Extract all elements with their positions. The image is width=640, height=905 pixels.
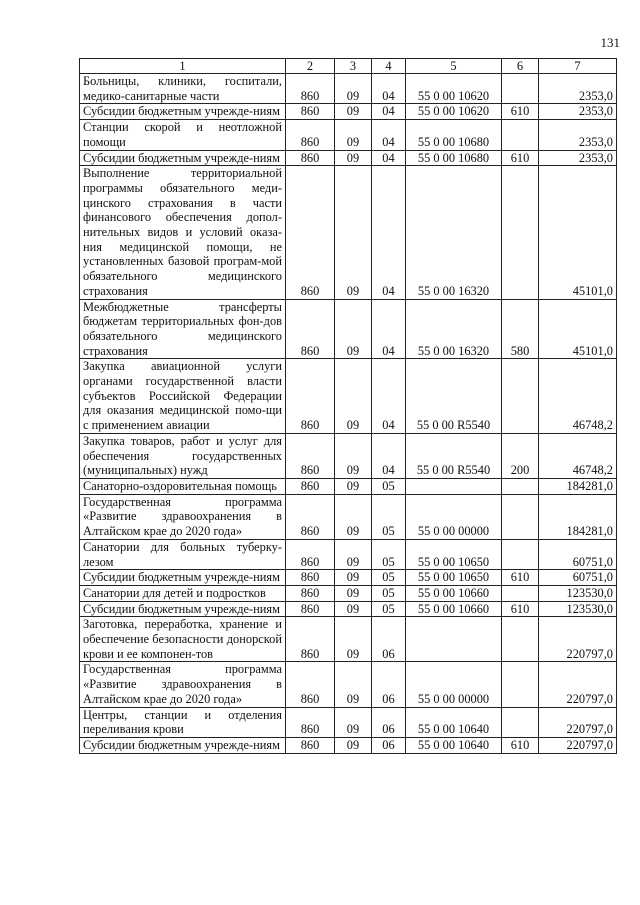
subsection-code: 04 bbox=[372, 299, 406, 359]
expense-type-code bbox=[502, 539, 539, 569]
row-name: Заготовка, переработка, хранение и обеспечение безопасности донорской крови и ее компонен-тов bbox=[80, 617, 286, 662]
section-code: 09 bbox=[335, 150, 372, 166]
expense-type-code: 610 bbox=[502, 104, 539, 120]
expense-type-code bbox=[502, 585, 539, 601]
amount: 46748,2 bbox=[539, 433, 617, 478]
target-article-code: 55 0 00 10620 bbox=[406, 104, 502, 120]
column-header: 1 bbox=[80, 59, 286, 74]
row-name: Субсидии бюджетным учрежде-ниям bbox=[80, 150, 286, 166]
table-row bbox=[80, 120, 617, 150]
subsection-code: 05 bbox=[372, 478, 406, 494]
target-article-code: 55 0 00 10680 bbox=[406, 150, 502, 166]
table-row bbox=[80, 662, 617, 707]
ministry-code: 860 bbox=[286, 617, 335, 662]
amount: 123530,0 bbox=[539, 585, 617, 601]
expense-type-code: 610 bbox=[502, 570, 539, 586]
column-header: 6 bbox=[502, 59, 539, 74]
row-name: Санатории для больных туберку-лезом bbox=[80, 539, 286, 569]
ministry-code: 860 bbox=[286, 166, 335, 299]
amount: 2353,0 bbox=[539, 74, 617, 104]
subsection-code: 06 bbox=[372, 737, 406, 753]
section-code: 09 bbox=[335, 166, 372, 299]
target-article-code: 55 0 00 10680 bbox=[406, 120, 502, 150]
target-article-code: 55 0 00 10660 bbox=[406, 601, 502, 617]
row-name: Станции скорой и неотложной помощи bbox=[80, 120, 286, 150]
table-row bbox=[80, 617, 617, 662]
amount: 220797,0 bbox=[539, 707, 617, 737]
row-name: Центры, станции и отделения переливания крови bbox=[80, 707, 286, 737]
row-name: Субсидии бюджетным учрежде-ниям bbox=[80, 601, 286, 617]
amount: 220797,0 bbox=[539, 737, 617, 753]
expense-type-code bbox=[502, 494, 539, 539]
target-article-code: 55 0 00 R5540 bbox=[406, 359, 502, 434]
target-article-code: 55 0 00 10620 bbox=[406, 74, 502, 104]
target-article-code bbox=[406, 478, 502, 494]
target-article-code: 55 0 00 10650 bbox=[406, 539, 502, 569]
table-header-row bbox=[80, 59, 617, 74]
target-article-code: 55 0 00 00000 bbox=[406, 494, 502, 539]
table-row bbox=[80, 433, 617, 478]
expense-type-code bbox=[502, 359, 539, 434]
subsection-code: 05 bbox=[372, 539, 406, 569]
table-row bbox=[80, 539, 617, 569]
section-code: 09 bbox=[335, 737, 372, 753]
subsection-code: 06 bbox=[372, 662, 406, 707]
section-code: 09 bbox=[335, 433, 372, 478]
amount: 45101,0 bbox=[539, 299, 617, 359]
section-code: 09 bbox=[335, 662, 372, 707]
subsection-code: 04 bbox=[372, 104, 406, 120]
table-row bbox=[80, 570, 617, 586]
section-code: 09 bbox=[335, 120, 372, 150]
row-name: Санаторно-оздоровительная помощь bbox=[80, 478, 286, 494]
ministry-code: 860 bbox=[286, 359, 335, 434]
table-row bbox=[80, 299, 617, 359]
page-number: 131 bbox=[600, 35, 620, 50]
subsection-code: 05 bbox=[372, 601, 406, 617]
section-code: 09 bbox=[335, 617, 372, 662]
amount: 2353,0 bbox=[539, 104, 617, 120]
target-article-code bbox=[406, 617, 502, 662]
amount: 60751,0 bbox=[539, 570, 617, 586]
column-header: 3 bbox=[335, 59, 372, 74]
row-name: Выполнение территориальной программы обязательного меди-цинского страхования в части финансового обеспечения допол-нительных видов и условий оказа-ния медицинской помощи, не установленных базовой програм-мой обязательного медицинского страхования bbox=[80, 166, 286, 299]
table-row bbox=[80, 150, 617, 166]
expense-type-code: 610 bbox=[502, 737, 539, 753]
subsection-code: 05 bbox=[372, 570, 406, 586]
amount: 220797,0 bbox=[539, 617, 617, 662]
amount: 220797,0 bbox=[539, 662, 617, 707]
expense-type-code bbox=[502, 662, 539, 707]
row-name: Государственная программа «Развитие здравоохранения в Алтайском крае до 2020 года» bbox=[80, 662, 286, 707]
row-name: Больницы, клиники, госпитали, медико-санитарные части bbox=[80, 74, 286, 104]
section-code: 09 bbox=[335, 601, 372, 617]
amount: 46748,2 bbox=[539, 359, 617, 434]
table-row bbox=[80, 74, 617, 104]
row-name: Закупка авиационной услуги органами государственной власти субъектов Российской Федерации для оказания медицинской помо-щи с применением авиации bbox=[80, 359, 286, 434]
row-name: Санатории для детей и подростков bbox=[80, 585, 286, 601]
amount: 45101,0 bbox=[539, 166, 617, 299]
table-row bbox=[80, 601, 617, 617]
row-name: Субсидии бюджетным учрежде-ниям bbox=[80, 570, 286, 586]
amount: 2353,0 bbox=[539, 120, 617, 150]
ministry-code: 860 bbox=[286, 601, 335, 617]
target-article-code: 55 0 00 10650 bbox=[406, 570, 502, 586]
expense-type-code bbox=[502, 166, 539, 299]
section-code: 09 bbox=[335, 585, 372, 601]
amount: 2353,0 bbox=[539, 150, 617, 166]
ministry-code: 860 bbox=[286, 539, 335, 569]
section-code: 09 bbox=[335, 74, 372, 104]
column-header: 2 bbox=[286, 59, 335, 74]
ministry-code: 860 bbox=[286, 120, 335, 150]
table-row bbox=[80, 478, 617, 494]
ministry-code: 860 bbox=[286, 662, 335, 707]
budget-table bbox=[79, 58, 617, 754]
subsection-code: 05 bbox=[372, 585, 406, 601]
row-name: Закупка товаров, работ и услуг для обеспечения государственных (муниципальных) нужд bbox=[80, 433, 286, 478]
target-article-code: 55 0 00 16320 bbox=[406, 299, 502, 359]
section-code: 09 bbox=[335, 570, 372, 586]
section-code: 09 bbox=[335, 299, 372, 359]
ministry-code: 860 bbox=[286, 433, 335, 478]
amount: 184281,0 bbox=[539, 494, 617, 539]
amount: 123530,0 bbox=[539, 601, 617, 617]
ministry-code: 860 bbox=[286, 707, 335, 737]
expense-type-code: 200 bbox=[502, 433, 539, 478]
subsection-code: 04 bbox=[372, 150, 406, 166]
row-name: Межбюджетные трансферты бюджетам территориальных фон-дов обязательного медицинского страхования bbox=[80, 299, 286, 359]
section-code: 09 bbox=[335, 104, 372, 120]
expense-type-code bbox=[502, 617, 539, 662]
target-article-code: 55 0 00 10660 bbox=[406, 585, 502, 601]
table-row bbox=[80, 737, 617, 753]
amount: 184281,0 bbox=[539, 478, 617, 494]
amount: 60751,0 bbox=[539, 539, 617, 569]
expense-type-code bbox=[502, 478, 539, 494]
section-code: 09 bbox=[335, 707, 372, 737]
table-row bbox=[80, 585, 617, 601]
ministry-code: 860 bbox=[286, 570, 335, 586]
table-row bbox=[80, 494, 617, 539]
section-code: 09 bbox=[335, 539, 372, 569]
section-code: 09 bbox=[335, 494, 372, 539]
subsection-code: 04 bbox=[372, 359, 406, 434]
target-article-code: 55 0 00 16320 bbox=[406, 166, 502, 299]
ministry-code: 860 bbox=[286, 478, 335, 494]
column-header: 4 bbox=[372, 59, 406, 74]
ministry-code: 860 bbox=[286, 150, 335, 166]
expense-type-code: 610 bbox=[502, 150, 539, 166]
ministry-code: 860 bbox=[286, 585, 335, 601]
table-row bbox=[80, 104, 617, 120]
target-article-code: 55 0 00 10640 bbox=[406, 707, 502, 737]
subsection-code: 05 bbox=[372, 494, 406, 539]
section-code: 09 bbox=[335, 478, 372, 494]
expense-type-code bbox=[502, 707, 539, 737]
subsection-code: 04 bbox=[372, 74, 406, 104]
target-article-code: 55 0 00 00000 bbox=[406, 662, 502, 707]
subsection-code: 04 bbox=[372, 166, 406, 299]
column-header: 7 bbox=[539, 59, 617, 74]
table-row bbox=[80, 166, 617, 299]
row-name: Субсидии бюджетным учрежде-ниям bbox=[80, 104, 286, 120]
row-name: Субсидии бюджетным учрежде-ниям bbox=[80, 737, 286, 753]
ministry-code: 860 bbox=[286, 494, 335, 539]
expense-type-code: 580 bbox=[502, 299, 539, 359]
table-row bbox=[80, 359, 617, 434]
row-name: Государственная программа «Развитие здравоохранения в Алтайском крае до 2020 года» bbox=[80, 494, 286, 539]
ministry-code: 860 bbox=[286, 737, 335, 753]
column-header: 5 bbox=[406, 59, 502, 74]
ministry-code: 860 bbox=[286, 104, 335, 120]
target-article-code: 55 0 00 10640 bbox=[406, 737, 502, 753]
section-code: 09 bbox=[335, 359, 372, 434]
subsection-code: 04 bbox=[372, 120, 406, 150]
ministry-code: 860 bbox=[286, 299, 335, 359]
expense-type-code bbox=[502, 74, 539, 104]
subsection-code: 04 bbox=[372, 433, 406, 478]
subsection-code: 06 bbox=[372, 707, 406, 737]
expense-type-code bbox=[502, 120, 539, 150]
table-row bbox=[80, 707, 617, 737]
target-article-code: 55 0 00 R5540 bbox=[406, 433, 502, 478]
subsection-code: 06 bbox=[372, 617, 406, 662]
ministry-code: 860 bbox=[286, 74, 335, 104]
expense-type-code: 610 bbox=[502, 601, 539, 617]
